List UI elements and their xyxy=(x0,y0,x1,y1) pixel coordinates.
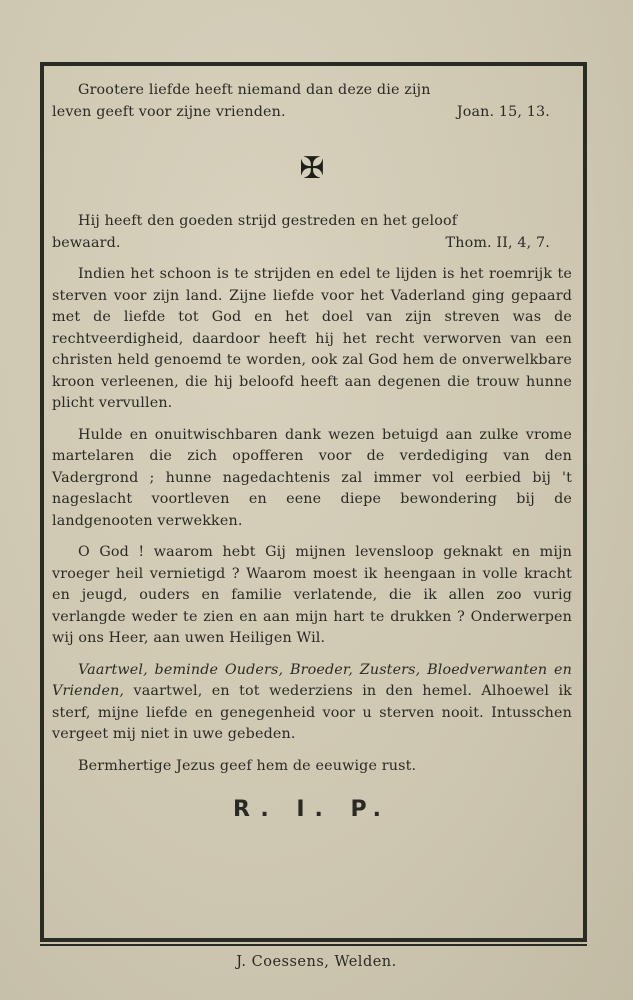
paragraph-lament: O God ! waarom hebt Gij mijnen levensloop geknakt en mijn vroeger heil vernietigd ? Waarom moest ik heengaan in volle kracht en jeugd, ouders en familie verlatende, die ik allen zoo vurig verlangde weder te zien en aan mijn hart te drukken ? Onderwerpen wij ons Heer, aan uwen Heiligen Wil. xyxy=(52,544,572,646)
card-text xyxy=(52,80,572,821)
paragraph-tribute: Hulde en onuitwischbaren dank wezen betuigd aan zulke vrome martelaren die zich opofferen voor de verdediging van den Vadergrond ; hunne nagedachtenis zal immer vol eerbied bij 't nageslacht voortleven en eene diepe bewondering bij de landgenooten verwekken. xyxy=(52,426,572,529)
verse-reference: Thom. II, 4, 7. xyxy=(445,234,550,251)
farewell-relatives: Bloedverwanten en Vrienden, xyxy=(52,661,572,699)
verse-line: Hij heeft den goeden strijd gestreden en het geloof xyxy=(78,213,458,229)
verse-text: bewaard. xyxy=(52,234,121,251)
paragraph-farewell xyxy=(52,660,572,746)
verse-text: leven geeft voor zijne vrienden. xyxy=(52,103,286,120)
bible-verse-timothy xyxy=(52,211,572,254)
bottom-rule xyxy=(40,944,587,946)
bible-verse-john xyxy=(52,80,572,123)
farewell-sisters: Zusters, xyxy=(359,661,421,678)
paragraph-hero: Indien het schoon is te strijden en edel te lijden is het roemrijk te sterven voor zijn land. Zijne liefde voor het Vaderland ging gepaard met de liefde tot God en het doel van zijn streven was de rechtveerdigheid, daardoor heeft hij het recht verworven van een christen held genoemd te worden, ook zal God hem de onverwelkbare kroon verleenen, die hij beloofd heeft aan degenen die trouw hunne plicht vervullen. xyxy=(52,266,572,411)
farewell-brother: Broeder, xyxy=(289,661,353,678)
verse-reference: Joan. 15, 13. xyxy=(456,103,550,120)
cross-icon: ✠ xyxy=(299,151,325,186)
farewell-rest: vaartwel, en tot wederziens in den hemel. Alhoewel ik sterf, mijne liefde en genegenheid voor u sterven nooit. Intusschen vergeet mij niet in uwe gebeden. xyxy=(52,683,572,742)
verse-line-with-reference xyxy=(52,233,572,255)
farewell-parents: Vaartwel, beminde Ouders, xyxy=(78,661,284,678)
verse-line-with-reference xyxy=(52,102,572,124)
verse-line: Grootere liefde heeft niemand dan deze die zijn xyxy=(78,82,431,98)
prayer: Bermhertige Jezus geef hem de eeuwige rust. xyxy=(78,757,417,774)
printer-credit: J. Coessens, Welden. xyxy=(236,954,397,970)
rip-inscription: R. I. P. xyxy=(232,797,391,822)
